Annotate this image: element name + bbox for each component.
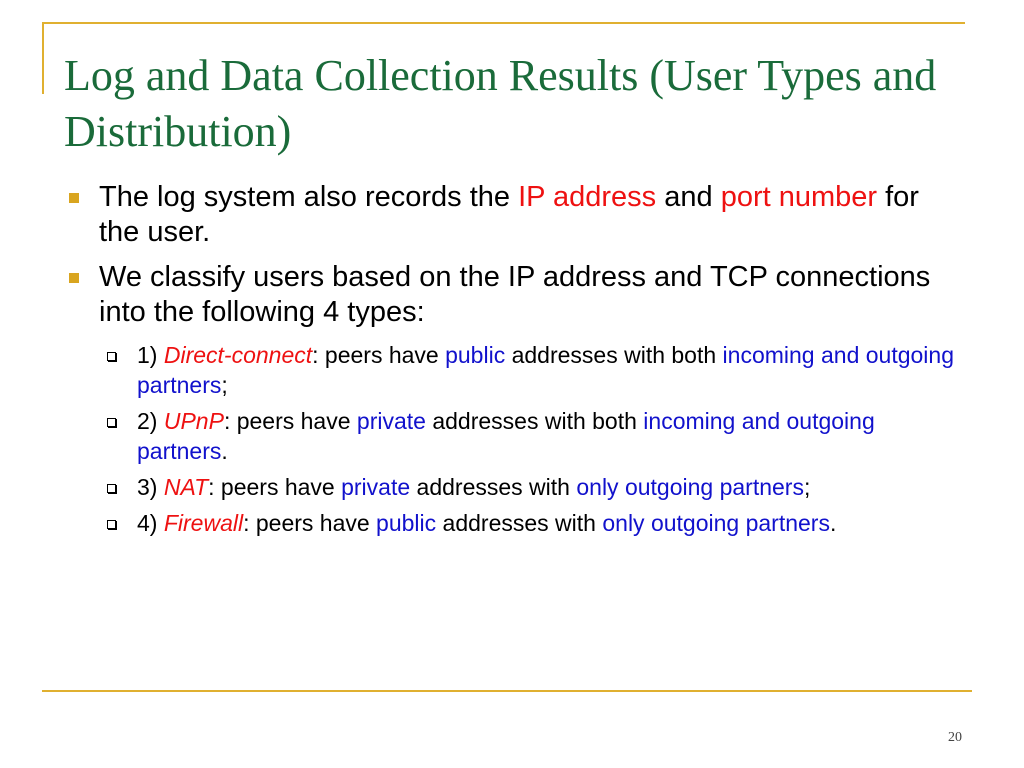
highlight-port-number: port number [720,181,878,213]
text: : peers have [223,408,357,434]
type-number: 1) [137,342,164,368]
checkbox-bullet-icon [107,418,116,427]
text: ; [803,474,811,500]
type-direct-connect [64,340,964,400]
text: We classify users based on the IP address and TCP connections into the following 4 types: [99,261,931,328]
text: . [829,510,837,536]
type-name: UPnP [163,408,224,434]
text: : peers have [208,474,342,500]
text: for the user. [99,181,919,248]
address-kind: public [445,342,506,368]
type-name: Direct-connect [163,342,313,368]
text: addresses with both [425,408,644,434]
checkbox-bullet-icon [107,520,116,529]
text: ; [221,372,228,398]
type-nat [64,472,964,502]
type-name: Firewall [163,510,244,536]
address-kind: private [356,408,426,434]
partner-kind: only outgoing partners [602,510,830,536]
text: . [221,438,228,464]
partner-kind: incoming and outgoing partners [137,408,875,464]
slide-body [64,180,964,544]
text: : peers have [312,342,446,368]
address-kind: public [376,510,437,536]
checkbox-bullet-icon [107,352,116,361]
text: addresses with both [505,342,723,368]
type-number: 2) [137,408,164,434]
bottom-rule [42,690,972,692]
type-firewall [64,508,964,538]
left-rule [42,22,44,94]
top-rule [42,22,965,24]
type-number: 4) [137,510,164,536]
type-name: NAT [163,474,209,500]
text: addresses with [410,474,577,500]
text: addresses with [436,510,603,536]
type-number: 3) [137,474,164,500]
square-bullet-icon [69,193,79,203]
bullet-ip-port [64,180,964,250]
address-kind: private [341,474,411,500]
square-bullet-icon [69,273,79,283]
partner-kind: only outgoing partners [576,474,804,500]
highlight-ip-address: IP address [518,181,657,213]
partner-kind: incoming and outgoing partners [137,342,954,398]
text: : peers have [243,510,377,536]
bullet-classification [64,260,964,330]
text: and [656,181,721,213]
slide-title: Log and Data Collection Results (User Types and Distribution) [64,51,937,156]
text: The log system also records the [99,181,519,213]
checkbox-bullet-icon [107,484,116,493]
page-number: 20 [948,730,962,745]
type-upnp [64,406,964,466]
